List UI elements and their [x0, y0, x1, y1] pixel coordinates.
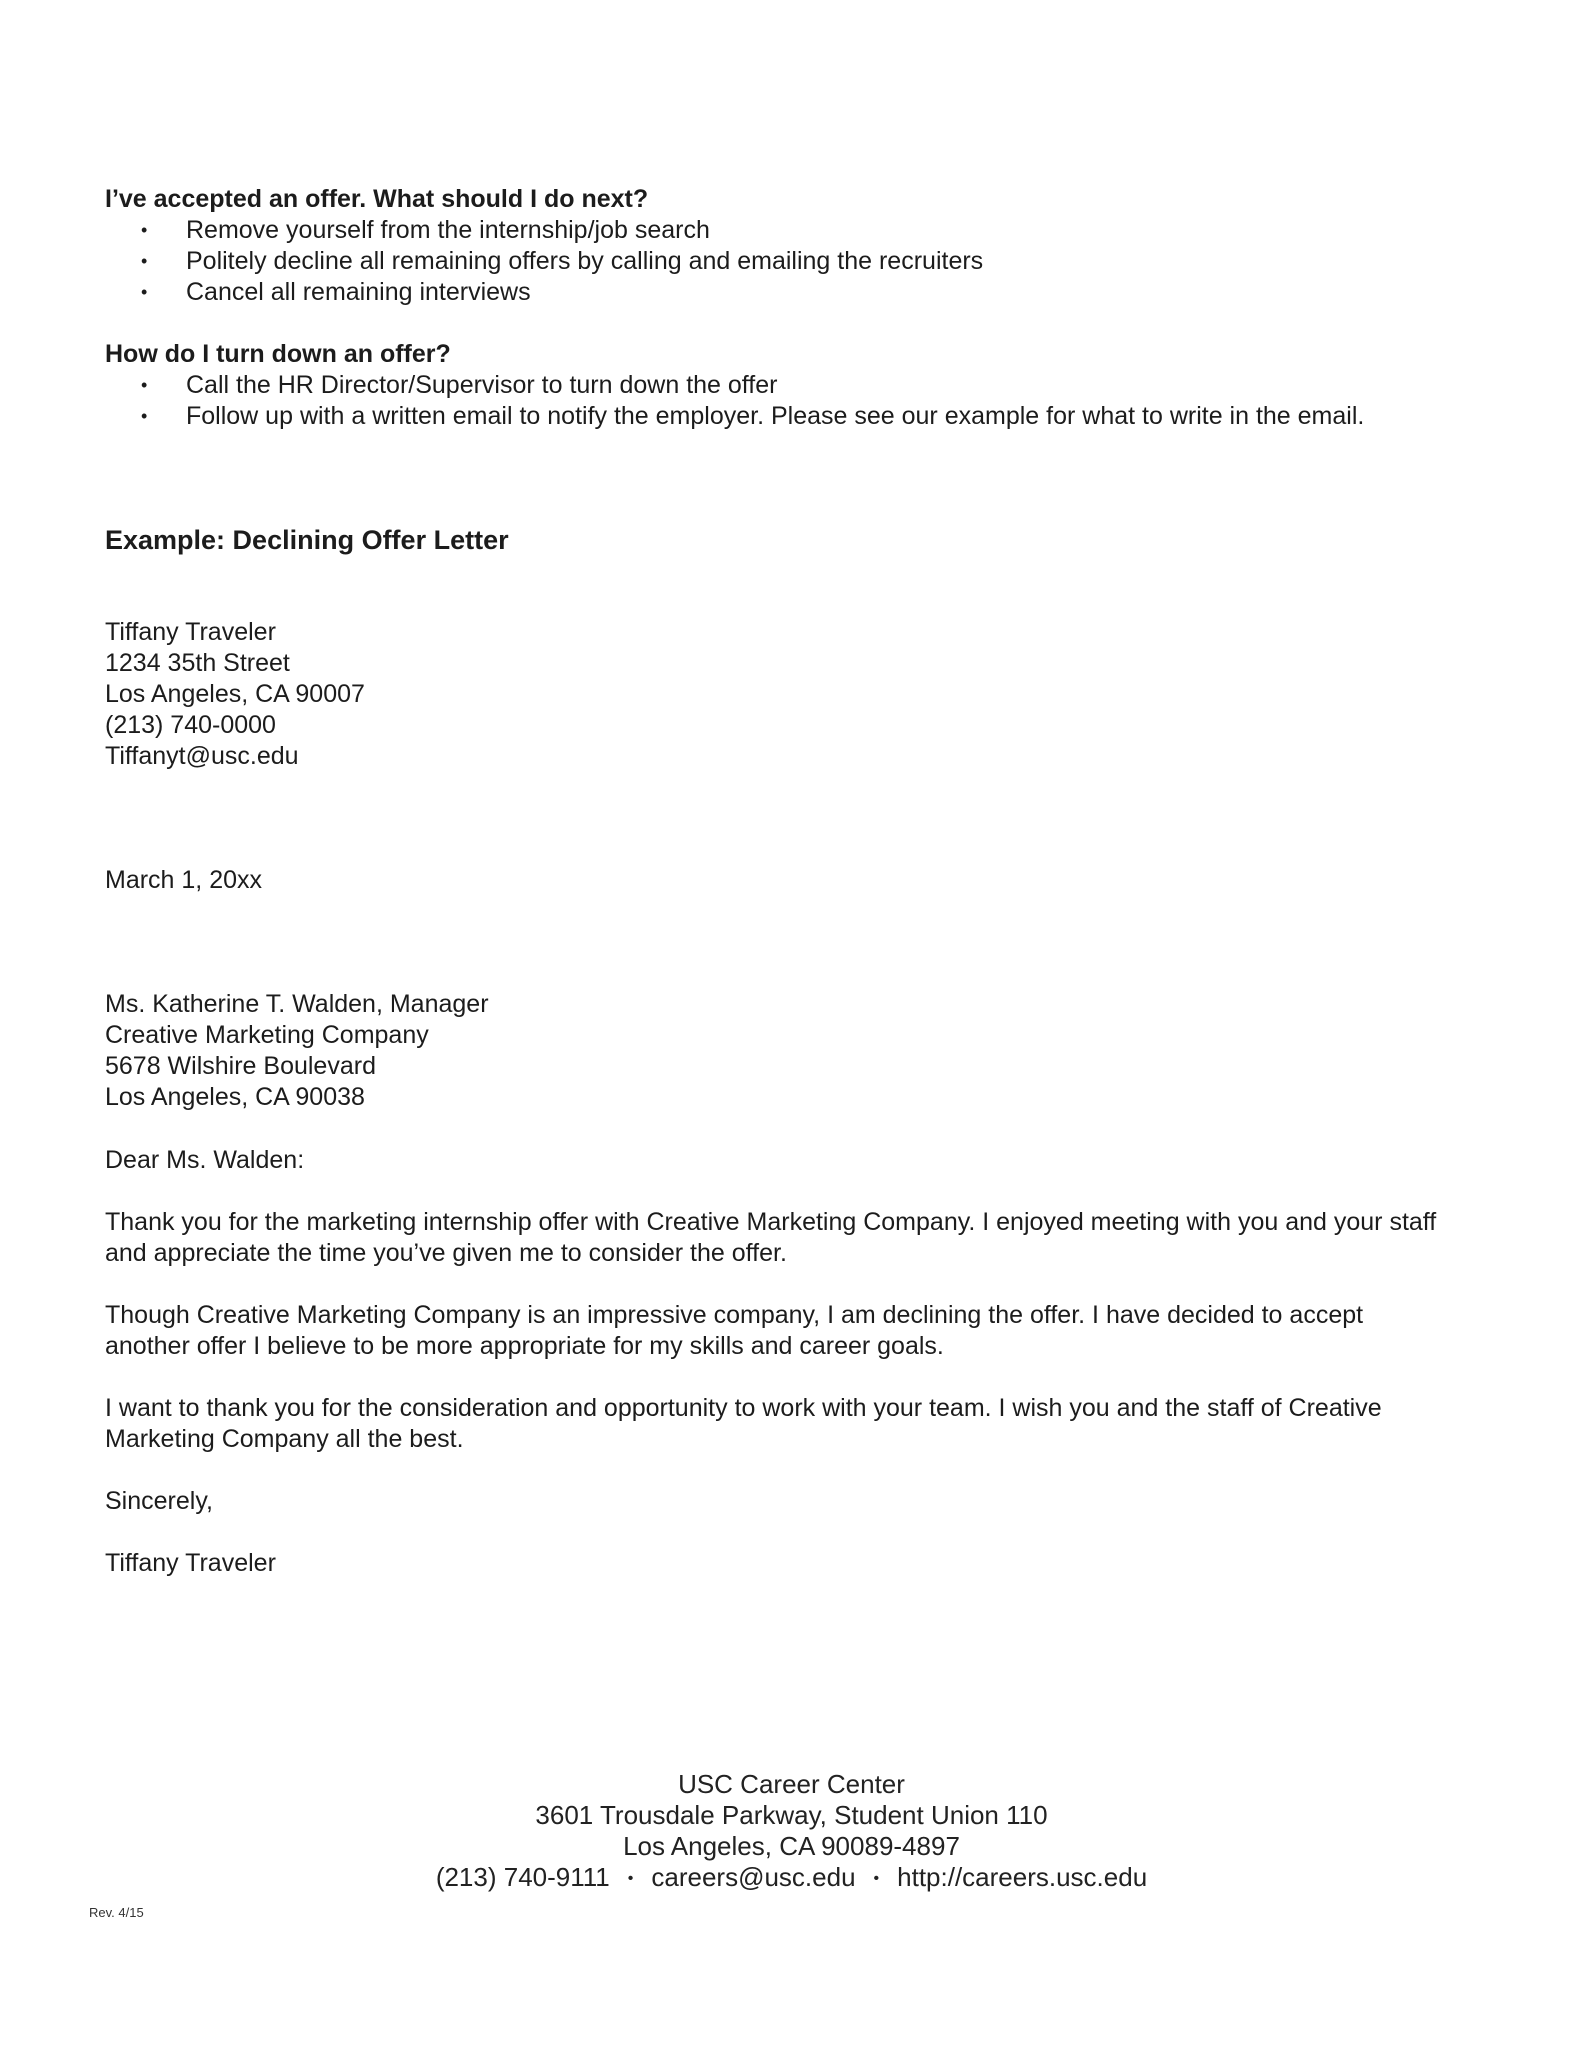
- sender-name: Tiffany Traveler: [105, 618, 276, 646]
- letter-signature: Tiffany Traveler: [105, 1549, 276, 1577]
- example-section: [105, 524, 1505, 557]
- letter-paragraph-2: [105, 1300, 1505, 1362]
- sender-city: Los Angeles, CA 90007: [105, 680, 365, 708]
- faq-question: I’ve accepted an offer. What should I do next?: [105, 185, 649, 213]
- faq-turn-down-offer: [105, 339, 1505, 432]
- paragraph-line: another offer I believe to be more appropriate for my skills and career goals.: [105, 1332, 944, 1360]
- letter-date-block: [105, 865, 1505, 896]
- footer-phone: (213) 740-9111: [435, 1862, 610, 1892]
- list-item: [105, 215, 1505, 246]
- bullet-icon: •: [141, 375, 148, 395]
- list-item-text: Remove yourself from the internship/job search: [186, 216, 710, 244]
- letter-closing-block: [105, 1486, 1505, 1517]
- recipient-company: Creative Marketing Company: [105, 1021, 429, 1049]
- recipient-city: Los Angeles, CA 90038: [105, 1083, 365, 1111]
- faq-question: How do I turn down an offer?: [105, 340, 451, 368]
- sender-email: Tiffanyt@usc.edu: [105, 742, 299, 770]
- bullet-icon: •: [141, 220, 148, 240]
- salutation-block: [105, 1145, 1505, 1176]
- footer-address: 3601 Trousdale Parkway, Student Union 110: [535, 1800, 1048, 1830]
- bullet-icon: •: [141, 406, 148, 426]
- list-item: [105, 246, 1505, 277]
- faq-answer-list: [105, 370, 1505, 432]
- footer-contact-line: [0, 1862, 1583, 1894]
- separator-dot-icon: •: [627, 1870, 634, 1887]
- footer-website-link[interactable]: http://careers.usc.edu: [897, 1862, 1148, 1892]
- bullet-icon: •: [141, 282, 148, 302]
- recipient-name: Ms. Katherine T. Walden, Manager: [105, 990, 489, 1018]
- paragraph-line: Thank you for the marketing internship offer with Creative Marketing Company. I enjoyed meeting with you and your staff: [105, 1208, 1437, 1236]
- example-title: Example: Declining Offer Letter: [105, 525, 509, 555]
- footer-city: Los Angeles, CA 90089-4897: [623, 1831, 960, 1861]
- paragraph-line: and appreciate the time you’ve given me to consider the offer.: [105, 1239, 787, 1267]
- paragraph-line: Though Creative Marketing Company is an impressive company, I am declining the offer. I have decided to accept: [105, 1301, 1364, 1329]
- sender-address: [105, 617, 1505, 772]
- footer-email-link[interactable]: careers@usc.edu: [651, 1862, 856, 1892]
- list-item-text: Cancel all remaining interviews: [186, 278, 531, 306]
- faq-answer-list: [105, 215, 1505, 308]
- list-item-text: Politely decline all remaining offers by calling and emailing the recruiters: [186, 247, 984, 275]
- sender-street: 1234 35th Street: [105, 649, 290, 677]
- letter-date: March 1, 20xx: [105, 866, 263, 894]
- faq-accepted-offer: [105, 184, 1505, 308]
- revision-note: Rev. 4/15: [89, 1905, 144, 1920]
- list-item: [105, 401, 1505, 432]
- recipient-street: 5678 Wilshire Boulevard: [105, 1052, 376, 1080]
- paragraph-line: Marketing Company all the best.: [105, 1425, 464, 1453]
- letter-closing: Sincerely,: [105, 1487, 213, 1515]
- footer-contact: [0, 1769, 1583, 1894]
- letter-paragraph-1: [105, 1207, 1505, 1269]
- salutation: Dear Ms. Walden:: [105, 1146, 305, 1174]
- list-item-text: Follow up with a written email to notify the employer. Please see our example for what to write in the email.: [186, 402, 1365, 430]
- list-item: [105, 370, 1505, 401]
- footer-org: USC Career Center: [678, 1769, 905, 1799]
- sender-phone: (213) 740-0000: [105, 711, 276, 739]
- recipient-address: [105, 989, 1505, 1113]
- separator-dot-icon: •: [873, 1870, 880, 1887]
- paragraph-line: I want to thank you for the consideration and opportunity to work with your team. I wish you and the staff of Creative: [105, 1394, 1382, 1422]
- bullet-icon: •: [141, 251, 148, 271]
- list-item-text: Call the HR Director/Supervisor to turn down the offer: [186, 371, 778, 399]
- list-item: [105, 277, 1505, 308]
- letter-paragraph-3: [105, 1393, 1505, 1455]
- letter-signature-block: [105, 1548, 1505, 1579]
